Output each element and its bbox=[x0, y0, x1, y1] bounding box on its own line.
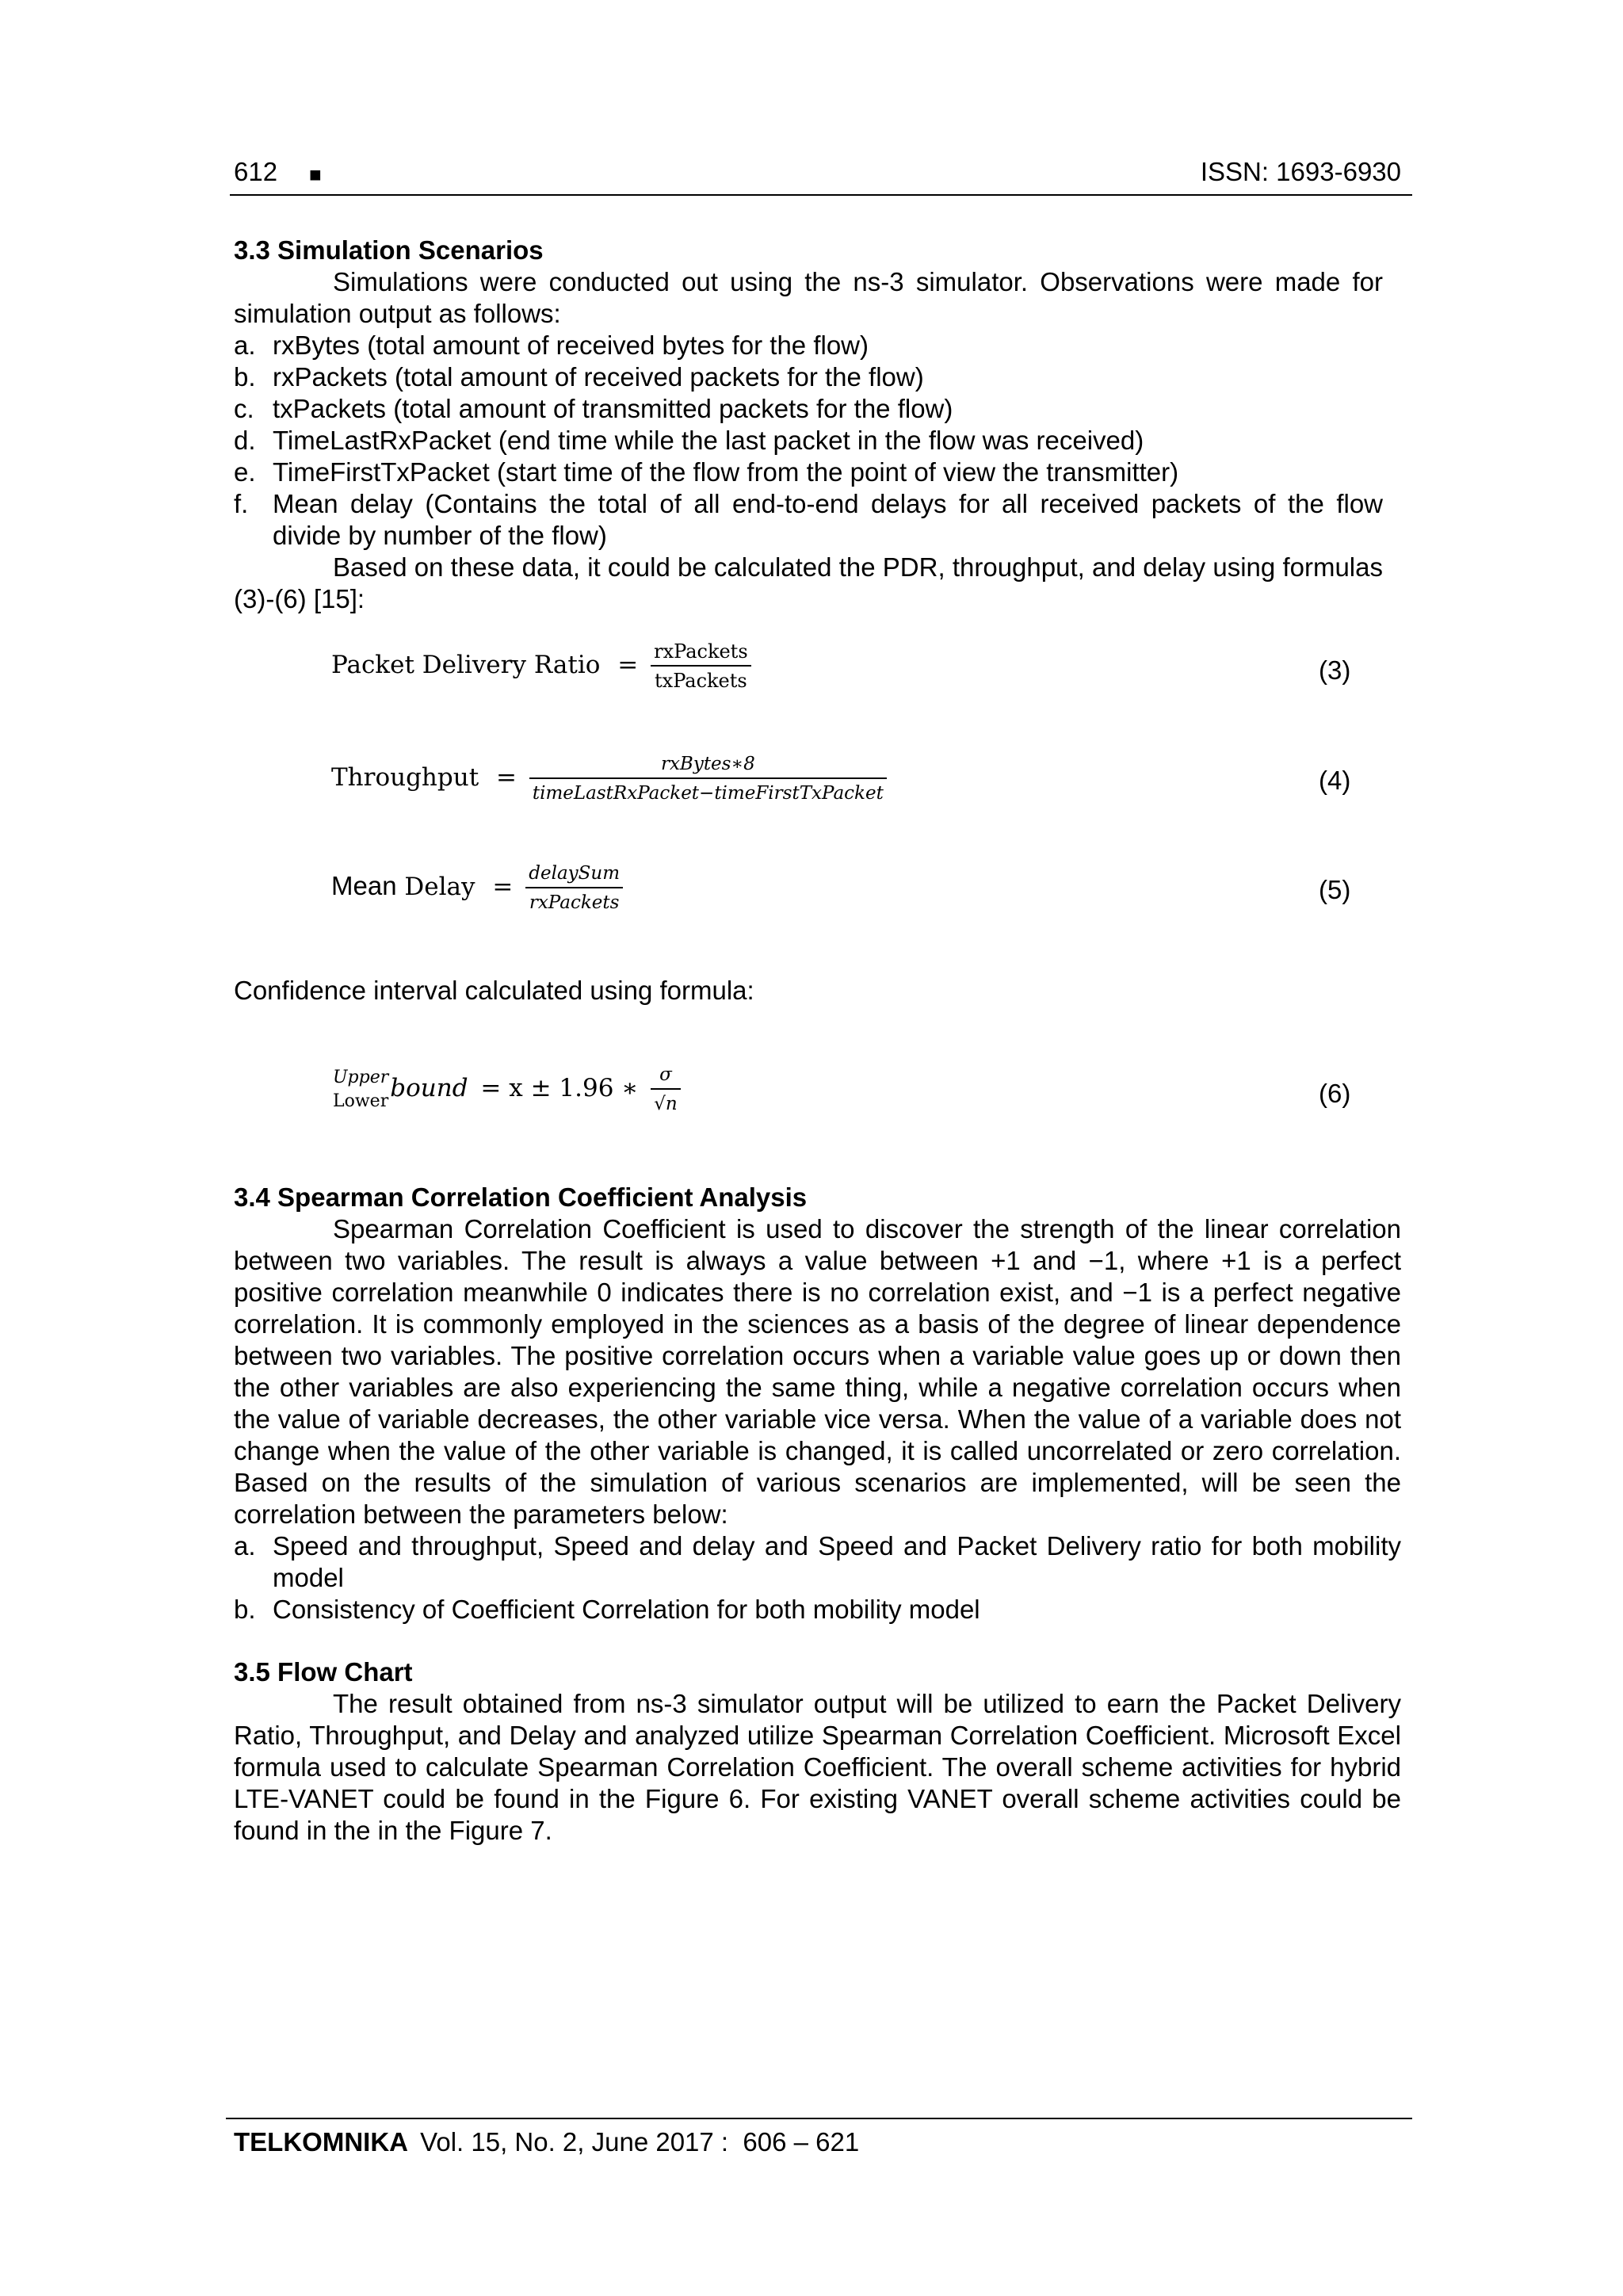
equation-throughput: Throughput = $\frac{\text{rxBytes∗8}}{\text{timeLastRxPacket−timeFirstTxPacket}}$ bbox=[331, 753, 887, 804]
equation-mean-delay: Mean Delay = $\frac{\text{delaySum}}{\text{rxPackets}}$ bbox=[331, 862, 623, 914]
list-item: a. rxBytes (total amount of received bytes for the flow) bbox=[234, 330, 869, 360]
list-item: b. rxPackets (total amount of received packets for the flow) bbox=[234, 362, 924, 392]
list-item: e. TimeFirstTxPacket (start time of the flow from the point of view the transmitter) bbox=[234, 457, 1179, 487]
header-rule bbox=[230, 194, 1412, 196]
equation-number: (6) bbox=[1319, 1079, 1351, 1108]
section-3-3-heading: 3.3 Simulation Scenarios bbox=[234, 235, 544, 265]
section-3-5-body: The result obtained from ns-3 simulator output will be utilized to earn the Packet Delivery Ratio, Throughput, and Delay and analyzed utilize Spearman Correlation Coefficient. Microsoft Excel formula used to calculate Spearman Correlation Coefficient. The overall scheme activities for hybrid LTE-VANET could be found in the Figure 6. For existing VANET overall scheme activities could be found in the in the Figure 7. bbox=[234, 1689, 1401, 1845]
list-item: d. TimeLastRxPacket (end time while the last packet in the flow was received) bbox=[234, 426, 1144, 455]
equation-number: (5) bbox=[1319, 875, 1351, 904]
issn: ISSN: 1693-6930 bbox=[1200, 157, 1401, 186]
header-square-icon: ■ bbox=[309, 162, 322, 186]
equation-number: (3) bbox=[1319, 655, 1351, 685]
equation-confidence-bound: Upper Lower bound = x ± 1.96 ∗ $\frac{\sigma}{√n}$ bbox=[331, 1064, 681, 1115]
section-3-3-intro: Simulations were conducted out using the ns-3 simulator. Observations were made for simulation output as follows: bbox=[234, 267, 1383, 328]
footer-rule bbox=[226, 2118, 1412, 2119]
confidence-interval-text: Confidence interval calculated using formula: bbox=[234, 976, 754, 1005]
list-item: c. txPackets (total amount of transmitted packets for the flow) bbox=[234, 394, 953, 423]
section-3-4-body: Spearman Correlation Coefficient is used to discover the strength of the linear correlation between two variables. The result is always a value between +1 and −1, where +1 is a perfect positive correlation meanwhile 0 indicates there is no correlation exist, and −1 is a perfect negative correlation. It is commonly employed in the sciences as a basis of the degree of linear dependence between two variables. The positive correlation occurs when a variable value goes up or down then the other variables are also experiencing the same thing, while a negative correlation occurs when the value of variable decreases, the other variable vice versa. When the value of a variable does not change when the value of the other variable is changed, it is called uncorrelated or zero correlation. Based on the results of the simulation of various scenarios are implemented, will be seen the correlation between the parameters below: bbox=[234, 1214, 1401, 1529]
equation-pdr: Packet Delivery Ratio = $\frac{\text{rxPackets}}{\text{txPackets}}$ bbox=[331, 640, 751, 692]
footer-citation: TELKOMNIKA Vol. 15, No. 2, June 2017 : 606 – 621 bbox=[234, 2127, 860, 2157]
section-3-5-heading: 3.5 Flow Chart bbox=[234, 1657, 413, 1687]
section-3-3-after: Based on these data, it could be calculated the PDR, throughput, and delay using formulas (3)-(6) [15]: bbox=[234, 552, 1383, 613]
list-item: a. Speed and throughput, Speed and delay and Speed and Packet Delivery ratio for both mobility model bbox=[234, 1531, 1401, 1592]
section-3-4-heading: 3.4 Spearman Correlation Coefficient Analysis bbox=[234, 1182, 808, 1212]
list-item: b. Consistency of Coefficient Correlation for both mobility model bbox=[234, 1595, 980, 1624]
list-item: f. Mean delay (Contains the total of all end-to-end delays for all received packets of the flow divide by number of the flow) bbox=[234, 489, 1383, 550]
equation-number: (4) bbox=[1319, 766, 1351, 795]
page-number: 612 bbox=[234, 157, 278, 186]
